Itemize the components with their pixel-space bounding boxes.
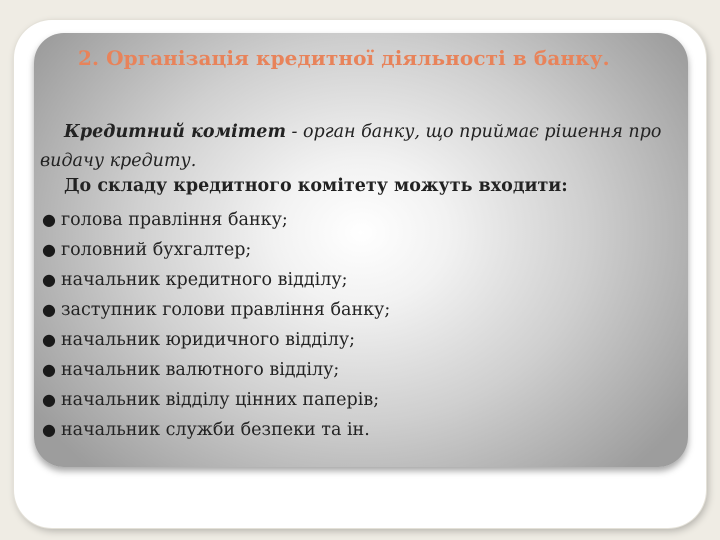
bullet-icon: ● (42, 330, 56, 349)
list-item (40, 355, 390, 385)
list-item-text: начальник юридичного відділу; (61, 330, 356, 350)
bullet-icon: ● (42, 240, 56, 259)
list-item-text: голова правління банку; (61, 210, 288, 230)
list-item (40, 415, 390, 445)
definition-term: Кредитний комітет (64, 122, 286, 142)
list-item-text: начальник валютного відділу; (61, 360, 340, 380)
bullet-icon: ● (42, 390, 56, 409)
list-item (40, 205, 390, 235)
bullet-icon: ● (42, 420, 56, 439)
list-item (40, 235, 390, 265)
list-item-text: начальник служби безпеки та ін. (61, 420, 370, 440)
bullet-icon: ● (42, 270, 56, 289)
list-item (40, 295, 390, 325)
slide-title: 2. Організація кредитної діяльності в банку. (78, 46, 610, 70)
members-list (40, 205, 390, 445)
bullet-icon: ● (42, 210, 56, 229)
bullet-icon: ● (42, 360, 56, 379)
list-item-text: начальник відділу цінних паперів; (61, 390, 380, 410)
definition-text: - орган банку, що приймає рішення про видачу кредиту. (40, 122, 662, 171)
list-item (40, 385, 390, 415)
list-item-text: заступник голови правління банку; (61, 300, 391, 320)
list-item (40, 325, 390, 355)
definition-paragraph (40, 118, 680, 176)
list-item-text: головний бухгалтер; (61, 240, 252, 260)
members-heading: До складу кредитного комітету можуть входити: (64, 176, 568, 196)
list-item-text: начальник кредитного відділу; (61, 270, 348, 290)
list-item (40, 265, 390, 295)
bullet-icon: ● (42, 300, 56, 319)
